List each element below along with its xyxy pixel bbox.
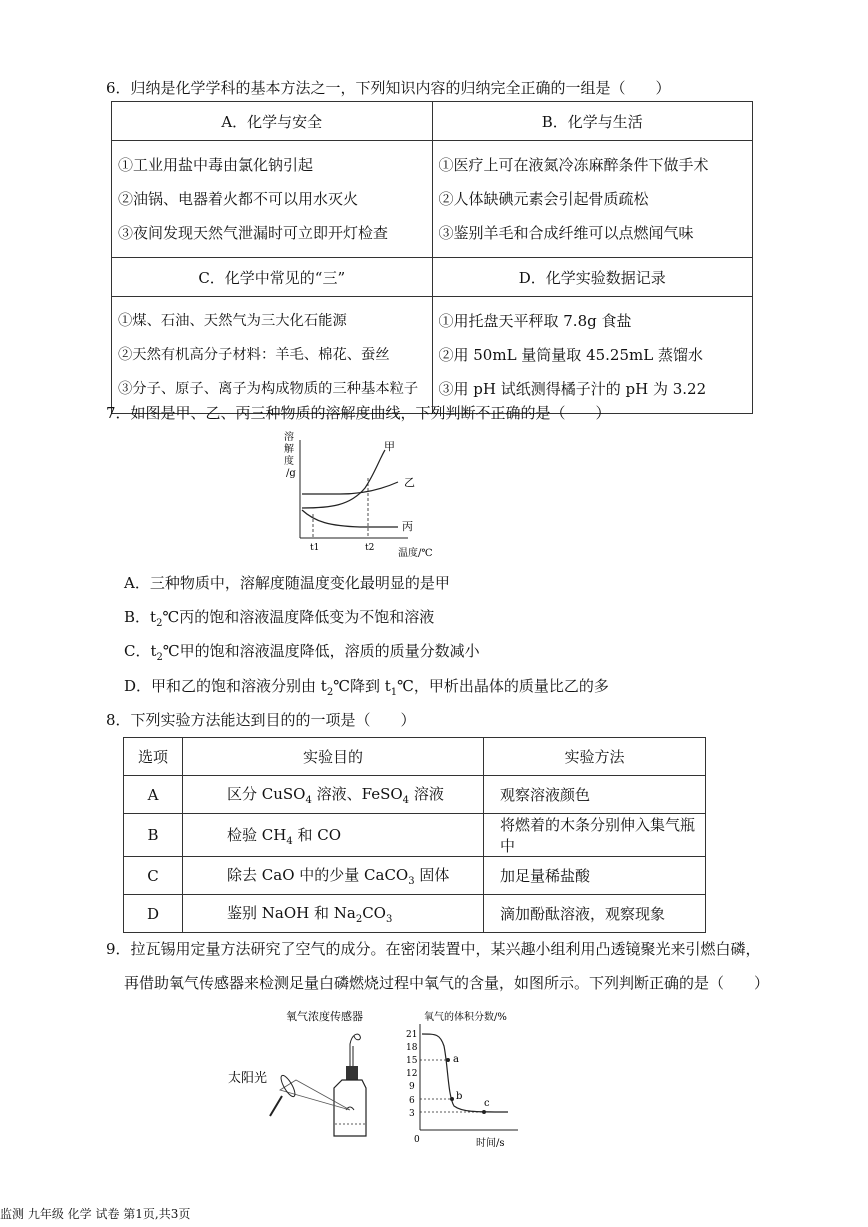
point-a xyxy=(446,1058,450,1062)
ytick: 12 xyxy=(406,1069,418,1079)
q8-method: 滴加酚酞溶液，观察现象 xyxy=(484,895,706,933)
q6-b-item: ②人体缺碘元素会引起骨质疏松 xyxy=(438,190,649,208)
ytick: 21 xyxy=(406,1030,418,1040)
y-axis-label xyxy=(284,430,297,479)
sub: 3 xyxy=(408,876,415,887)
curve-yi xyxy=(302,482,398,494)
curve-jia xyxy=(302,450,385,508)
x-axis-label: 温度/℃ xyxy=(398,548,433,559)
sensor-label: 氧气浓度传感器 xyxy=(286,1010,363,1023)
q6-a-item: ②油锅、电器着火都不可以用水灭火 xyxy=(118,190,359,208)
q8-opt: D xyxy=(124,895,183,933)
label-yi: 乙 xyxy=(404,476,415,489)
q9-stem-line1: 9．拉瓦锡用定量方法研究了空气的成分。在密闭装置中，某兴趣小组利用凸透镜聚光来引燃白磷， xyxy=(106,940,761,958)
table-row xyxy=(124,895,706,933)
table-row xyxy=(124,814,706,857)
oxygen-experiment-figure xyxy=(218,1006,528,1154)
q8-header-method: 实验方法 xyxy=(484,738,706,776)
q8-opt: B xyxy=(124,814,183,857)
point-a-label: a xyxy=(453,1054,459,1065)
table-row xyxy=(124,776,706,814)
ylabel-char: 解 xyxy=(284,444,294,455)
point-c-label: c xyxy=(484,1098,490,1109)
q6-b-title: B．化学与生活 xyxy=(432,102,753,141)
lens-handle xyxy=(270,1096,282,1116)
point-b-label: b xyxy=(456,1091,463,1102)
text: 固体 xyxy=(414,866,450,884)
ylabel-char: 度 xyxy=(284,456,294,467)
text: CO xyxy=(362,904,386,922)
q6-d-item: ②用 50mL 量筒量取 45.25mL 蒸馏水 xyxy=(438,346,703,364)
q7-option-a: A．三种物质中，溶解度随温度变化最明显的是甲 xyxy=(124,574,450,592)
q8-header-goal: 实验目的 xyxy=(183,738,484,776)
o2-curve xyxy=(422,1034,508,1112)
q8-method: 将燃着的木条分别伸入集气瓶中 xyxy=(484,814,706,857)
ytick: 9 xyxy=(409,1082,415,1092)
o2-ylabel: 氧气的体积分数/% xyxy=(424,1012,507,1023)
ytick: 15 xyxy=(406,1056,418,1066)
q6-b-item: ③鉴别羊毛和合成纤维可以点燃闻气味 xyxy=(438,224,694,242)
sub: 4 xyxy=(286,835,293,847)
y-ticks xyxy=(406,1030,420,1145)
label-jia: 甲 xyxy=(384,440,395,453)
stopper xyxy=(346,1066,358,1080)
q6-d-title: D．化学实验数据记录 xyxy=(432,258,753,297)
q7-option-c xyxy=(124,641,480,668)
text: 溶液 xyxy=(409,785,444,803)
text: ℃，甲析出晶体的质量比乙的多 xyxy=(397,677,609,695)
table-row xyxy=(124,857,706,895)
sub: 2 xyxy=(355,914,363,925)
text: D．甲和乙的饱和溶液分别由 t xyxy=(124,677,327,695)
text: 区分 CuSO xyxy=(227,785,306,803)
text: 鉴别 NaOH 和 Na xyxy=(227,904,356,922)
sub: 1 xyxy=(390,687,398,698)
q8-goal xyxy=(183,895,484,933)
q6-c-item: ①煤、石油、天然气为三大化石能源 xyxy=(118,313,347,329)
q7-option-b xyxy=(124,607,434,634)
sub: 2 xyxy=(156,652,163,663)
q9-stem-line2: 再借助氧气传感器来检测足量白磷燃烧过程中氧气的含量，如图所示。下列判断正确的是（ ） xyxy=(124,974,770,992)
text: C．t xyxy=(124,642,157,660)
ylabel-char: /g xyxy=(286,468,296,479)
page-footer: 监测 九年级 化学 试卷 第1页,共3页 xyxy=(0,1207,191,1221)
q7-option-d xyxy=(124,676,609,703)
q6-a-title: A．化学与安全 xyxy=(112,102,433,141)
text: ℃丙的饱和溶液温度降低变为不饱和溶液 xyxy=(162,608,435,626)
q6-d-item: ③用 pH 试纸测得橘子汁的 pH 为 3.22 xyxy=(438,380,707,398)
label-bing: 丙 xyxy=(402,520,413,533)
ytick: 6 xyxy=(409,1096,415,1106)
sub: 2 xyxy=(326,687,334,698)
q6-a-item: ③夜间发现天然气泄漏时可立即开灯检查 xyxy=(118,224,389,242)
text: 溶液、FeSO xyxy=(311,785,403,803)
q8-stem: 8．下列实验方法能达到目的的一项是（ ） xyxy=(106,711,416,729)
text: ℃降到 t xyxy=(333,677,391,695)
t2-label: t2 xyxy=(365,543,375,553)
q8-method: 观察溶液颜色 xyxy=(484,776,706,814)
sub: 4 xyxy=(402,795,410,806)
curve-bing xyxy=(302,510,398,527)
q6-a-items xyxy=(112,141,433,258)
text: 除去 CaO 中的少量 CaCO xyxy=(227,866,409,884)
ylabel-char: 溶 xyxy=(284,432,294,443)
q8-goal xyxy=(183,857,484,895)
point-b xyxy=(450,1097,454,1101)
q7-stem: 7．如图是甲、乙、丙三种物质的溶解度曲线，下列判断不正确的是（ ） xyxy=(106,404,611,422)
convex-lens xyxy=(279,1074,298,1099)
solubility-curve-figure xyxy=(280,428,450,560)
sensor-probe xyxy=(350,1034,360,1066)
text: ℃甲的饱和溶液温度降低，溶质的质量分数减小 xyxy=(162,642,480,660)
q6-b-items xyxy=(432,141,753,258)
q6-c-items xyxy=(112,297,433,414)
q8-header-option: 选项 xyxy=(124,738,183,776)
q8-opt: C xyxy=(124,857,183,895)
q6-d-items xyxy=(432,297,753,414)
graph-x-label: 时间/s xyxy=(476,1138,505,1149)
q6-table xyxy=(111,101,753,414)
sunlight-label: 太阳光 xyxy=(228,1071,268,1086)
q6-c-title: C．化学中常见的“三” xyxy=(112,258,433,297)
origin: 0 xyxy=(414,1135,420,1145)
q6-d-item: ①用托盘天平秤取 7.8g 食盐 xyxy=(438,312,632,330)
q8-goal xyxy=(183,814,484,857)
ytick: 18 xyxy=(406,1043,418,1053)
q8-method: 加足量稀盐酸 xyxy=(484,857,706,895)
q8-table xyxy=(123,737,706,933)
text: B．t xyxy=(124,608,157,626)
sub: 2 xyxy=(156,618,163,629)
q6-stem: 6．归纳是化学学科的基本方法之一，下列知识内容的归纳完全正确的一组是（ ） xyxy=(106,79,671,97)
q6-c-item: ②天然有机高分子材料：羊毛、棉花、蚕丝 xyxy=(118,347,390,363)
point-c xyxy=(482,1110,486,1114)
sub: 4 xyxy=(305,795,312,806)
t1-label: t1 xyxy=(310,543,320,553)
q8-goal xyxy=(183,776,484,814)
q6-c-item: ③分子、原子、离子为构成物质的三种基本粒子 xyxy=(118,381,419,397)
q8-opt: A xyxy=(124,776,183,814)
text: 和 CO xyxy=(292,825,342,844)
ytick: 3 xyxy=(409,1109,415,1119)
q6-b-item: ①医疗上可在液氮冷冻麻醉条件下做手术 xyxy=(438,156,709,174)
text: 检验 CH xyxy=(227,825,287,844)
sub: 3 xyxy=(385,914,393,925)
flask xyxy=(334,1080,366,1136)
q6-a-item: ①工业用盐中毒由氯化钠引起 xyxy=(118,156,314,174)
